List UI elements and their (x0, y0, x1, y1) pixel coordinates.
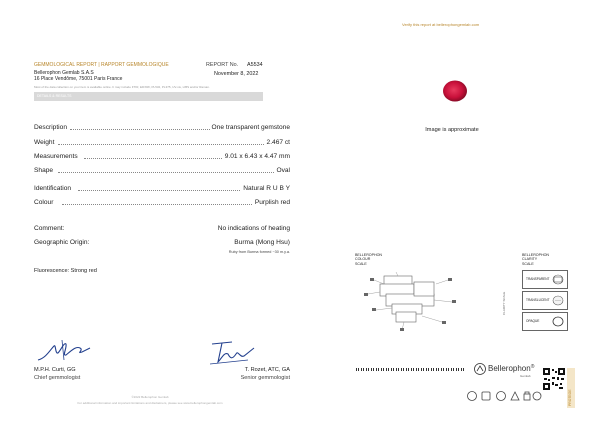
security-strip (356, 368, 464, 371)
signer-role-1: Chief gemmologist (34, 375, 81, 381)
origin-value: Burma (Mong Hsu) (234, 239, 290, 246)
field-row-description (34, 124, 290, 134)
signer-role-2: Senior gemmologist (240, 375, 290, 381)
field-label: Measurements (34, 153, 78, 160)
field-value: 9.01 x 6.43 x 4.47 mm (224, 153, 290, 160)
report-number: A5534 (247, 62, 263, 68)
signer-name-1: M.P.H. Curti, GG (34, 367, 76, 373)
brand-vertical-strip: PROTEGE (567, 368, 575, 408)
field-row-shape (34, 167, 290, 177)
clarity-item-transparent: TRANSPARENT (522, 270, 568, 289)
gem-image (440, 77, 470, 105)
field-label: Shape (34, 167, 54, 174)
origin-note: Ruby from Burma formed ~30 m.y.a. (228, 250, 290, 254)
field-row-measurements (34, 153, 290, 163)
signature-rozet (208, 338, 264, 368)
lab-name: Bellerophon Gemlab S.A.S (34, 70, 94, 76)
field-label: Description (34, 124, 67, 131)
field-row-weight (34, 139, 290, 149)
report-date: November 8, 2022 (214, 71, 259, 77)
brand-sub: Gemlab (520, 374, 531, 378)
footer-disclaimer: For additional information and important limitations and disclaimers, please see www.bellerophongemlab.com (77, 401, 223, 405)
field-value: Purplish red (254, 199, 290, 206)
origin-label: Geographic Origin: (34, 239, 90, 246)
lab-address: 16 Place Vendôme, 75001 Paris France (34, 76, 123, 82)
field-label: Weight (34, 139, 55, 146)
field-label: Colour (34, 199, 54, 206)
field-value: Natural R U B Y (243, 185, 290, 192)
feature-icons (466, 390, 542, 402)
comment-label: Comment: (34, 225, 65, 232)
signature-curti (36, 336, 92, 366)
brand-name: Bellerophon® (488, 364, 535, 373)
qr-code[interactable] (543, 368, 565, 390)
verify-link[interactable]: Verify this report at bellerophongemlab.com (402, 22, 480, 27)
clarity-scale-title: BELLEROPHON CLARITY SCALE (522, 253, 549, 266)
clarity-item-translucent: TRANSLUCENT (522, 291, 568, 310)
clarity-item-opaque: OPAQUE (522, 312, 568, 331)
field-label: Identification (34, 185, 72, 192)
opaque-icon (552, 316, 564, 327)
data-note: Most of the data collection on your item is available online. It may include FTIR, EDXRF, PL532, PL375, UV-vis, LIBS and/or Raman. (34, 85, 210, 89)
footer-copyright: ©2022 Bellerophon Gemlab (131, 395, 169, 399)
report-number-label: REPORT No. (206, 62, 239, 68)
section-bar (34, 92, 263, 101)
fluorescence: Fluorescence: Strong red (34, 268, 97, 274)
field-value: One transparent gemstone (211, 124, 290, 131)
section-bar-label: DETAILS & RESULTS (37, 94, 72, 98)
signer-name-2: T. Rozet, ATC, GA (244, 367, 290, 373)
colour-scale-title: BELLEROPHON COLOUR SCALE (355, 253, 382, 266)
field-value: 2.467 ct (266, 139, 290, 146)
report-title: GEMMOLOGICAL REPORT | RAPPORT GEMMOLOGIQUE (34, 62, 169, 68)
field-value: Oval (276, 167, 290, 174)
clarity-side-label: CLARITY SCALE (502, 291, 506, 315)
field-row-identification (34, 185, 290, 195)
comment-value: No indications of heating (217, 225, 290, 232)
translucent-icon (552, 295, 564, 306)
colour-scale-diagram (356, 270, 462, 332)
bellerophon-logo-icon (474, 363, 486, 375)
transparent-icon (552, 274, 564, 285)
image-caption: Image is approximate (425, 127, 479, 133)
field-row-colour (34, 199, 290, 209)
